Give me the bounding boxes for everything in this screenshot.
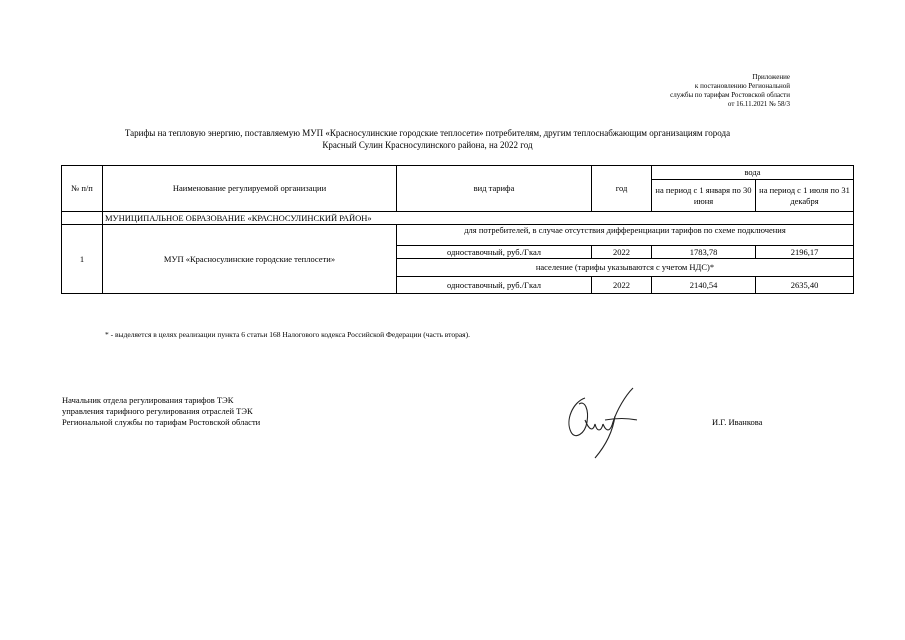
header-org: Наименование регулируемой организации [103, 166, 397, 212]
municipality-name: МУНИЦИПАЛЬНОЕ ОБРАЗОВАНИЕ «КРАСНОСУЛИНСКИЙ РАЙОН» [103, 212, 854, 225]
footnote: * - выделяется в целях реализации пункта 6 статьи 168 Налогового кодекса Российской Федерации (часть вторая). [105, 330, 470, 339]
appendix-line-3: службы по тарифам Ростовской области [670, 91, 790, 99]
group-1-label: для потребителей, в случае отсутствия дифференциации тарифов по схеме подключения [397, 225, 854, 246]
group-2-label: население (тарифы указываются с учетом НДС)* [397, 259, 854, 277]
appendix-header [560, 73, 790, 109]
title-line-1: Тарифы на тепловую энергию, поставляемую МУП «Красносулинские городские теплосети» потребителям, другим теплоснабжающим организациям города [124, 128, 731, 138]
document-title [60, 127, 795, 151]
handwritten-signature [555, 380, 655, 460]
appendix-line-1: Приложение [752, 73, 790, 81]
group-1-tariff-type: одноставочный, руб./Гкал [397, 246, 592, 259]
group-2-period-1-value: 2140,54 [652, 277, 756, 294]
group-1-year: 2022 [592, 246, 652, 259]
signer-name: И.Г. Иванкова [712, 417, 763, 427]
appendix-line-4: от 16.11.2021 № 58/3 [727, 100, 790, 108]
header-num: № п/п [62, 166, 103, 212]
header-period-2: на период с 1 июля по 31 декабря [756, 180, 854, 212]
signer-position-line-1: Начальник отдела регулирования тарифов ТЭК [62, 395, 234, 405]
row-number: 1 [62, 225, 103, 294]
signature-block [62, 395, 260, 428]
header-year: год [592, 166, 652, 212]
group-2-year: 2022 [592, 277, 652, 294]
signer-position-line-3: Региональной службы по тарифам Ростовской области [62, 417, 261, 427]
group-1-period-1-value: 1783,78 [652, 246, 756, 259]
group-2-period-2-value: 2635,40 [756, 277, 854, 294]
organization-name: МУП «Красносулинские городские теплосети» [103, 225, 397, 294]
appendix-line-2: к постановлению Региональной [694, 82, 790, 90]
municipality-num-cell [62, 212, 103, 225]
header-tariff-type: вид тарифа [397, 166, 592, 212]
header-period-1: на период с 1 января по 30 июня [652, 180, 756, 212]
tariff-table [61, 165, 854, 294]
group-1-period-2-value: 2196,17 [756, 246, 854, 259]
signer-position-line-2: управления тарифного регулирования отраслей ТЭК [62, 406, 253, 416]
group-2-tariff-type: одноставочный, руб./Гкал [397, 277, 592, 294]
header-water: вода [652, 166, 854, 180]
title-line-2: Красный Сулин Красносулинского района, на 2022 год [322, 140, 533, 150]
